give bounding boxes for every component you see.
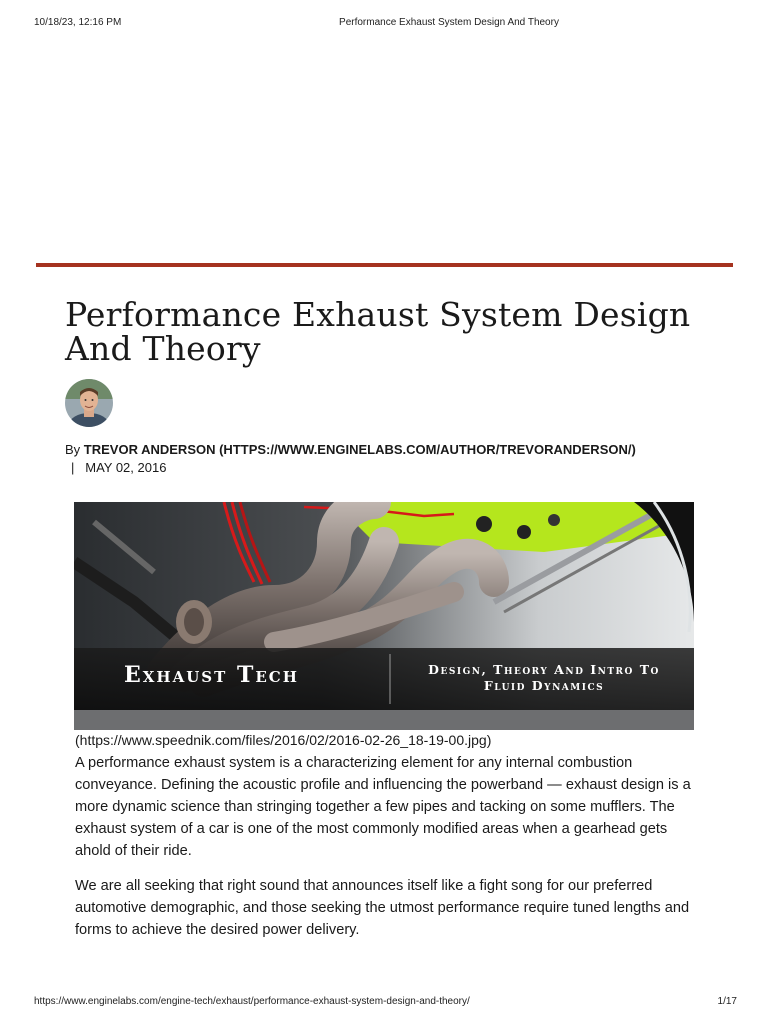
image-source-link[interactable]: (https://www.speednik.com/files/2016/02/2016-02-26_18-19-00.jpg) xyxy=(75,732,492,748)
article-paragraph-1: A performance exhaust system is a characterizing element for any internal combustion conveyance. Defining the acoustic profile and influencing the powerband — exhaust design is a more dynamic science than stringing together a few pipes and tacking on some mufflers. The exhaust system of a car is one of the most commonly modified areas when a gearhead gets ahold of their ride. xyxy=(75,755,691,859)
hero-caption-right-line2: Fluid Dynamics xyxy=(483,678,605,693)
byline-prefix: By xyxy=(65,442,84,457)
print-footer-page-number: 1/17 xyxy=(717,996,737,1007)
accent-rule xyxy=(36,263,733,267)
print-header-datetime: 10/18/23, 12:16 PM xyxy=(34,17,122,28)
article-paragraph-2: We are all seeking that right sound that announces itself like a fight song for our preferred automotive demographic, and those seeking the utmost performance require tuned lengths and forms to achieve the desired power delivery. xyxy=(75,878,690,938)
date-separator: | xyxy=(71,460,75,475)
byline-date-line xyxy=(65,459,705,477)
author-link[interactable]: TREVOR ANDERSON (HTTPS://WWW.ENGINELABS.COM/AUTHOR/TREVORANDERSON/) xyxy=(83,442,636,457)
print-footer-url: https://www.enginelabs.com/engine-tech/exhaust/performance-exhaust-system-design-and-theory/ xyxy=(34,996,470,1007)
print-header-title: Performance Exhaust System Design And Theory xyxy=(339,17,559,28)
hero-caption-right xyxy=(404,662,684,694)
hero-image[interactable] xyxy=(74,502,694,730)
byline xyxy=(65,441,705,477)
avatar-photo xyxy=(65,379,113,427)
publish-date: MAY 02, 2016 xyxy=(85,460,167,475)
article-title: Performance Exhaust System Design And Theory xyxy=(65,295,691,368)
exhaust-header-photo xyxy=(74,502,694,730)
author-avatar[interactable] xyxy=(65,379,113,427)
hero-caption-left: Exhaust Tech xyxy=(124,662,299,688)
byline-author-line xyxy=(65,441,705,459)
hero-caption-right-line1: Design, Theory And Intro To xyxy=(428,662,660,677)
